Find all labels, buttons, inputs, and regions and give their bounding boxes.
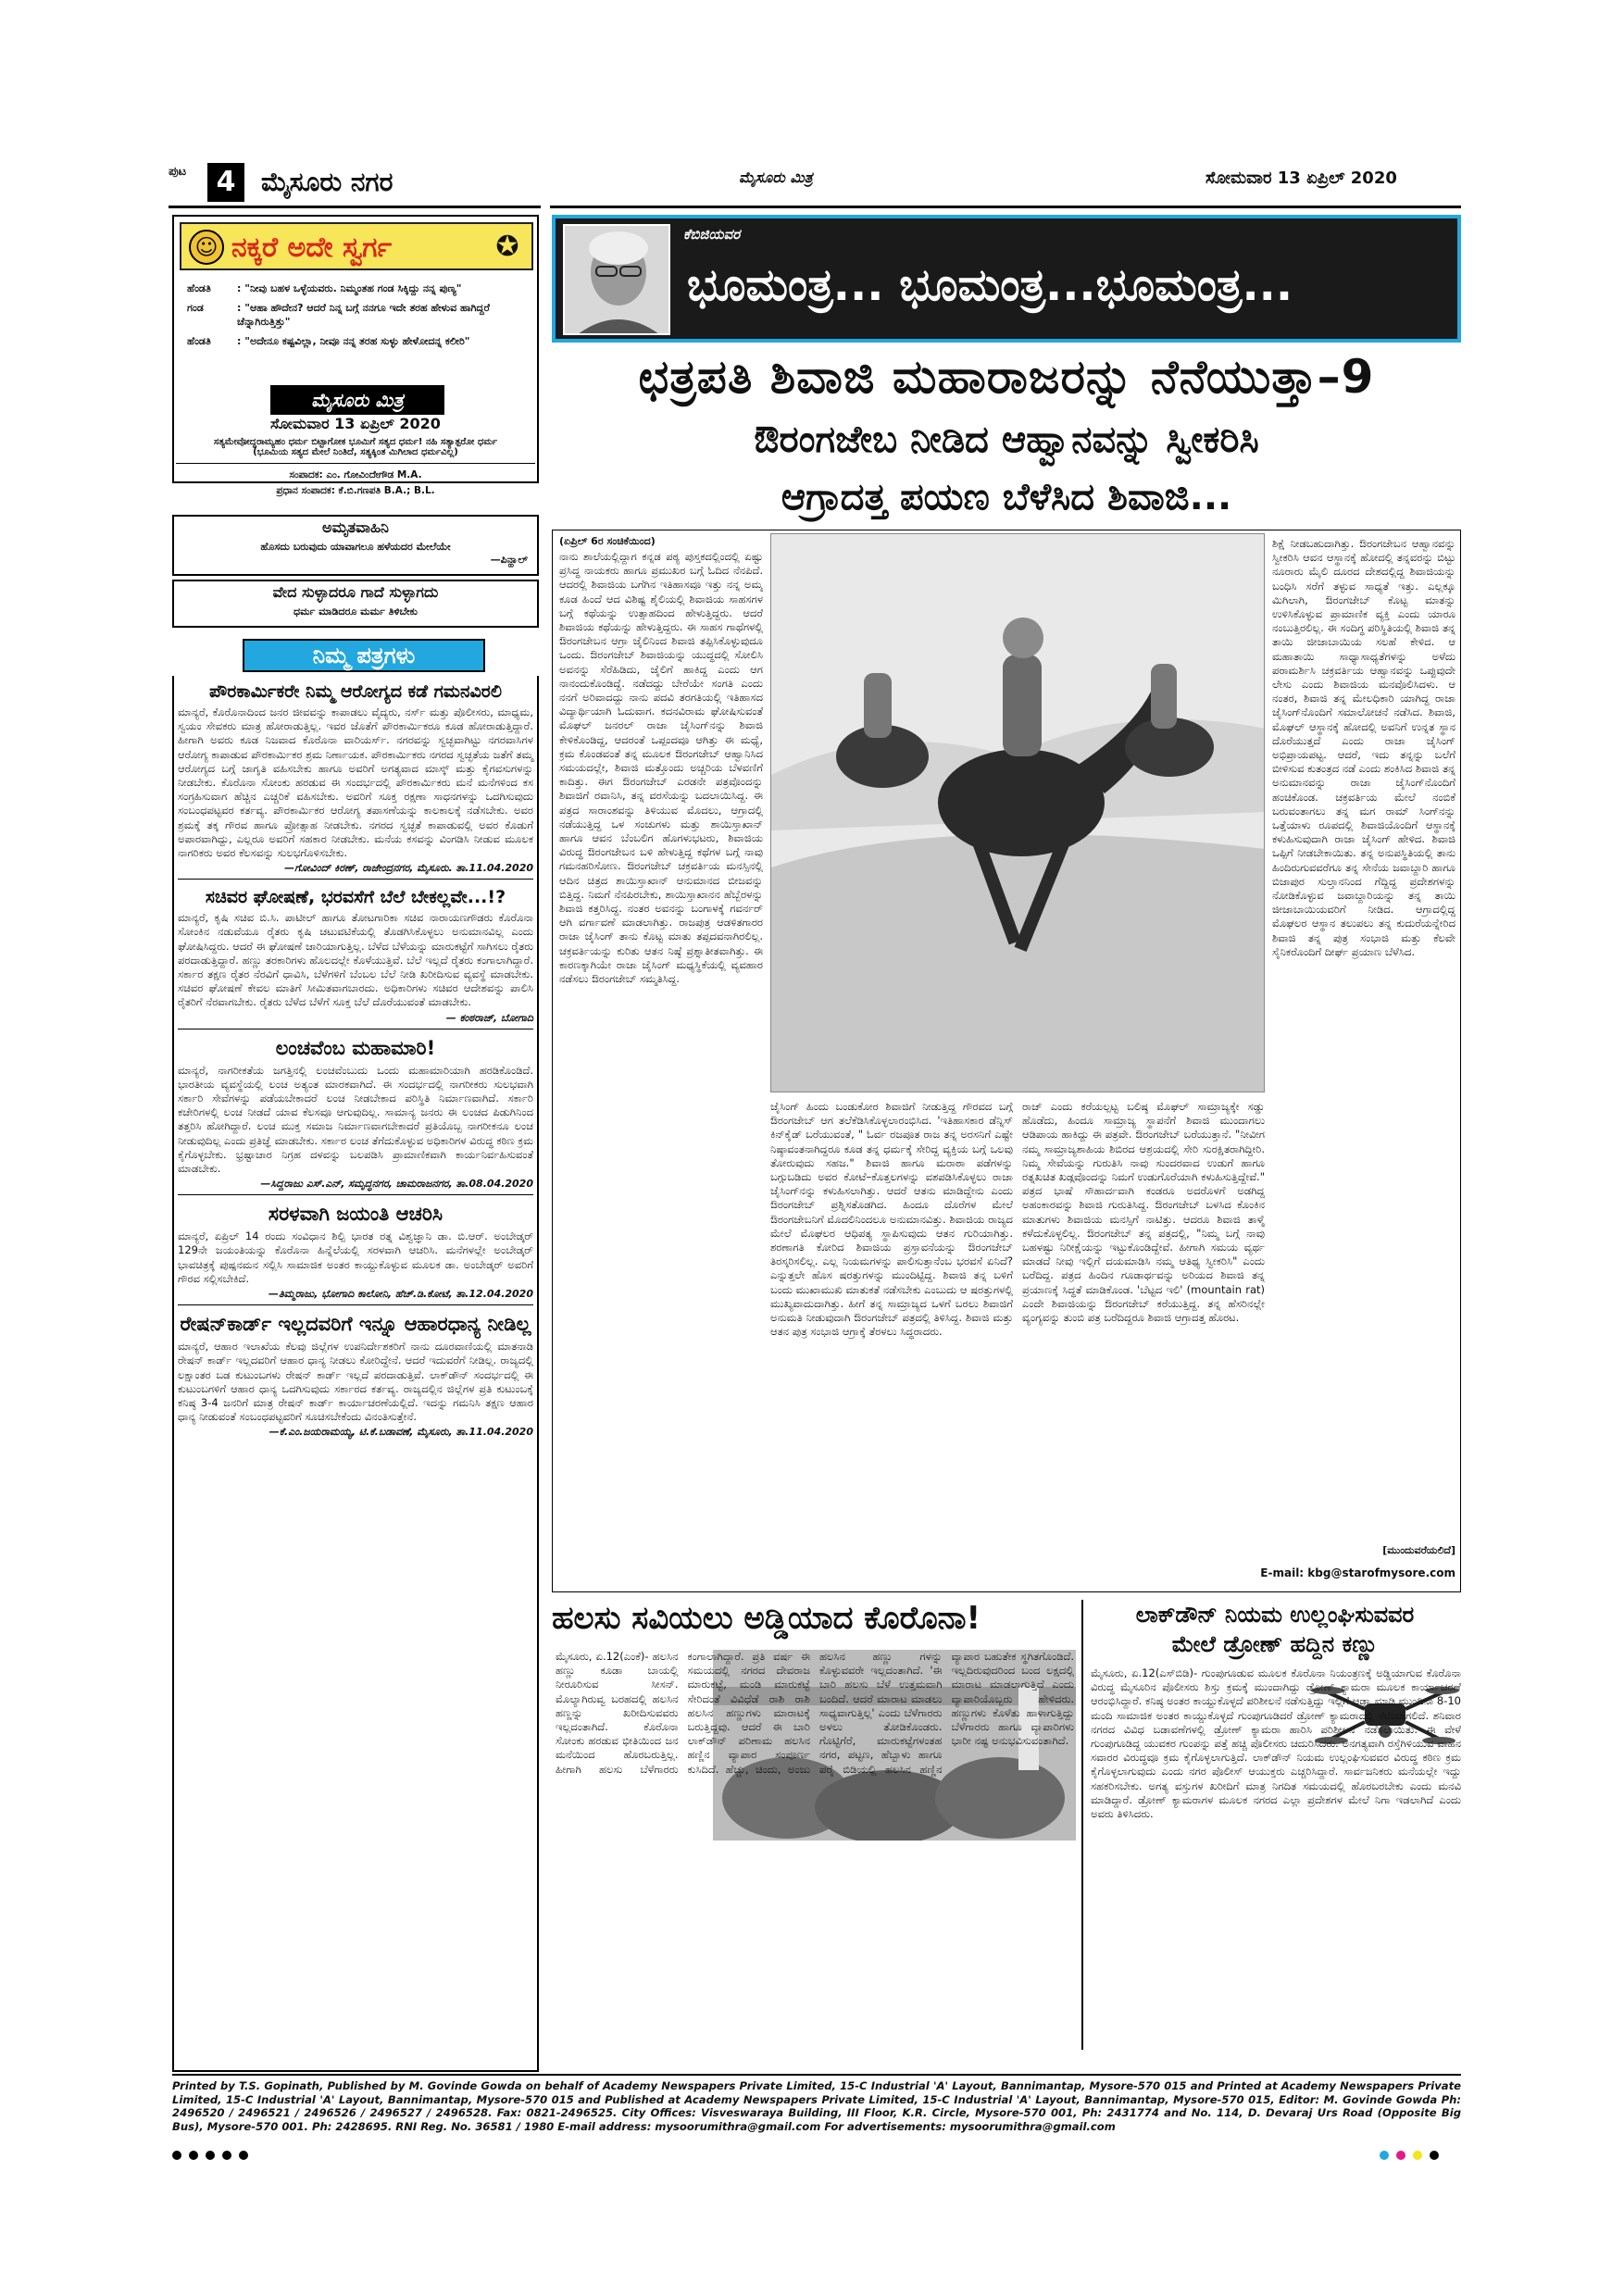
amrutavahini-author: —ಪಿನ್ಹಾಲ್ (490, 554, 528, 566)
proverb-line: ಧರ್ಮ ಮಾಡಿದರೂ ಮರ್ಮ ತಿಳಿಬೇಕು (294, 605, 418, 618)
header-rule-right (550, 206, 1461, 208)
letter-title: ಲಂಚವೆಂಬ ಮಹಾಮಾರಿ! (275, 1036, 436, 1059)
footer-rule (172, 2074, 1461, 2076)
drone-paragraph: ಮೈಸೂರು, ಏ.12(ಎಸ್‌ಬಿಡಿ)- ಗುಂಪುಗೂಡುವ ಮೂಲಕ ಕೊರೊನಾ ನಿಯಂತ್ರಣಕ್ಕೆ ಅಡ್ಡಿಯಾಗುವ ಕೊರೊನಾ ವಿರುದ್ಧ ಮೈಸೂರಿನ ಪೊಲೀಸರು ಶಿಸ್ತು ಕ್ರಮಕ್ಕೆ ಮುಂದಾಗಿದ್ದು ಡ್ರೋಣ್ ಕ್ಯಾಮರಾ ಮೂಲಕ ಕಾರ್ಯಾಚರಣೆ ಆರಂಭಿಸಿದ್ದಾರೆ. ಕನಿಷ್ಠ ಅಂತರ ಕಾಯ್ದುಕೊಳ್ಳದೆ ಪರಿಶೀಲನೆ ನಡೆಸುತ್ತಿದ್ದು ಇಲ್ಲಿಗೆ ಆಡ್ಡಾ ಮಾಡಿ ಮುಂದಿನಾ 8-10 ಮಂದಿ ಸಾಮಾಜಿಕ ಅಂತರ ಕಾಯ್ದುಕೊಳ್ಳದೆ ಗುಂಪುಗೂಡಿದರೆ ಡ್ರೋಣ್ ಕ್ಯಾಮರಾದಲ್ಲಿ ಸೆರೆಯಾಗಲಿದೆ. ಶನಿವಾರ ನಗರದ ವಿವಿಧ ಬಡಾವಣೆಗಳಲ್ಲಿ ಡ್ರೋಣ್ ಕ್ಯಾಮರಾ ಹಾರಿಸಿ ಪರಿಶೀಲನೆ ನಡೆಸಲಾಯಿತು. ಈ ವೇಳೆ ಗುಂಪುಗೂಡಿದ್ದ ಯುವಕರ ಗುಂಪನ್ನು ಪತ್ತೆ ಹಚ್ಚಿ ಪೊಲೀಸರು ಚದುರಿಸಿದರು. ಅನಗತ್ಯವಾಗಿ ರಸ್ತೆಗಿಳಿಯುವ ವಾಹನ ಸವಾರರ ವಿರುದ್ಧವೂ ಕ್ರಮ ಕೈಗೊಳ್ಳಲಾಗುತ್ತಿದೆ. ಲಾಕ್‌ಡೌನ್ ನಿಯಮ ಉಲ್ಲಂಘಿಸುವವರ ವಿರುದ್ಧ ಕಠಿಣ ಕ್ರಮ ಕೈಗೊಳ್ಳಲಾಗುವುದು ಎಂದು ನಗರ ಪೊಲೀಸ್ ಆಯುಕ್ತರು ಎಚ್ಚರಿಸಿದ್ದಾರೆ. ಸಾರ್ವಜನಿಕರು ಮನೆಯಲ್ಲೇ ಇದ್ದು ಸಹಕರಿಸಬೇಕು. ಅಗತ್ಯ ವಸ್ತುಗಳ ಖರೀದಿಗೆ ಮಾತ್ರ ನಿಗದಿತ ಸಮಯದಲ್ಲಿ ಹೊರಬರಬೇಕು ಎಂದು ಮನವಿ ಮಾಡಿದ್ದಾರೆ. ಡ್ರೋಣ್ ಕ್ಯಾಮರಾಗಳ ಮೂಲಕ ನಗರದ ಎಲ್ಲಾ ಪ್ರದೇಶಗಳ ಮೇಲೆ ನಿಗಾ ಇಡಲಾಗಿದೆ ಎಂದು ಅವರು ತಿಳಿಸಿದರು. (1091, 1666, 1461, 1821)
jackfruit-headline: ಹಲಸು ಸವಿಯಲು ಅಡ್ಡಿಯಾದ ಕೊರೊನಾ! (552, 1600, 981, 1637)
letter-title: ಪೌರಕಾರ್ಮಿಕರೇ ನಿಮ್ಮ ಆರೋಗ್ಯದ ಕಡೆ ಗಮನವಿರಲಿ (209, 681, 502, 702)
jackfruit-paragraph: ಮೈಸೂರು, ಏ.12(ಎಂಕೆ)- ಹಲಸಿನ ಹಣ್ಣು ಕೂಡಾ ಬಾಯಲ್ಲಿ ನೀರೂರಿಸುವ ಸೀಸನ್. ಮೊಲ್ಯಾಗಿರುವ್ವ ಬರಹದಲ್ಲಿ ಹಲಸಿನ ಹಣ್ಣನ್ನು ಖರೀದಿಸುವವರು ಇಲ್ಲದಂತಾಗಿದೆ. ಕೊರೊನಾ ಸೋಂಕು ಹರಡುವ ಭೀತಿಯಿಂದ ಜನ ಮನೆಯಿಂದ ಹೊರಬರುತ್ತಿಲ್ಲ. ಹೀಗಾಗಿ ಹಲಸು ಬೆಳೆಗಾರರು ಕಂಗಾಲಾಗಿದ್ದಾರೆ. ಪ್ರತಿ ವರ್ಷ ಈ ಸಮಯದಲ್ಲಿ ನಗರದ ದೇವರಾಜ ಮಾರುಕಟ್ಟೆ, ಮಂಡಿ ಮಾರುಕಟ್ಟೆ ಸೇರಿದಂತೆ ವಿವಿಧೆಡೆ ರಾಶಿ ರಾಶಿ ಹಲಸಿನ ಹಣ್ಣುಗಳು ಮಾರಾಟಕ್ಕೆ ಬರುತ್ತಿದ್ದವು. ಆದರೆ ಈ ಬಾರಿ ಲಾಕ್‌ಡೌನ್ ಪರಿಣಾಮ ಹಲಸಿನ ಹಣ್ಣಿನ ವ್ಯಾಪಾರ ಸಂಪೂರ್ಣ ಕುಸಿದಿದೆ. ಹೆಚ್ಚು, ಚಿಂದು, ಅಂಜು ಹಲಸಿನ ಹಣ್ಣು ಗಳನ್ನು ಕೊಳ್ಳುವವರೇ ಇಲ್ಲದಂತಾಗಿದೆ. 'ಈ ಬಾರಿ ಹಲಸು ಬೆಳೆ ಉತ್ತಮವಾಗಿ ಬಂದಿದೆ. ಆದರೆ ಮಾರಾಟ ಮಾಡಲು ಸಾಧ್ಯವಾಗುತ್ತಿಲ್ಲ' ಎಂದು ಬೆಳೆಗಾರರು ಅಳಲು ತೋಡಿಕೊಂಡರು. ಗೊಟ್ಟಿಗೆರೆ, ಮಾರುಕಟ್ಟೆಗಳಂತಹ ನಗರ, ಪಟ್ಟಣ, ಹೆಬ್ಬಾಳು ಹಾಗೂ ಪರೈ ಬಿಡಿಯಲ್ಲಿ ಹಲಸಿನ ಹಣ್ಣಿನ ವ್ಯಾಪಾರ ಬಹುತೇಕ ಸ್ಥಗಿತಗೊಂಡಿದೆ. ಇಲ್ಲದಿರುವುದರಿಂದ ಬಂದ ಲಕ್ಷದಲ್ಲಿ ಮಾರಾಟ ಮಾಡಲಾಗುತ್ತಿದೆ ಎಂದು ವ್ಯಾಪಾರಿಯೊಬ್ಬರು ಹೇಳಿದರು. ಹಣ್ಣುಗಳು ಕೊಳೆತು ಹಾಳಾಗುತ್ತಿದ್ದು ಬೆಳೆಗಾರರು ಹಾಗೂ ವ್ಯಾಪಾರಿಗಳು ಭಾರೀ ನಷ್ಟ ಅನುಭವಿಸುವಂತಾಗಿದೆ. (556, 1650, 1074, 1776)
black-dot (239, 2151, 248, 2160)
letter-item (178, 1309, 533, 1439)
humour-line (187, 301, 530, 329)
letter-title: ಸಚಿವರ ಘೋಷಣೆ, ಭರವಸೆಗೆ ಬೆಲೆ ಬೇಕಲ್ಲವೇ...!? (205, 887, 506, 908)
editor-line: ಸಂಪಾದಕ: ಎಂ. ಗೋವಿಂದೇಗೌಡ M.A. (289, 469, 422, 480)
letters-list (172, 676, 539, 2072)
letters-banner-title: ನಿಮ್ಮ ಪತ್ರಗಳು (312, 643, 416, 668)
humour-banner (180, 222, 533, 270)
columnist-label: ಕೆಬಿಜಿಯವರ (683, 226, 741, 243)
humour-line (187, 281, 530, 295)
column-paragraph: ಶಿಕ್ಷೆ ನೀಡಬಹುದಾಗಿತ್ತು. ಔರಂಗಜೇಬನ ಆಹ್ವಾನವನ್ನು ಸ್ವೀಕರಿಸಿ ಆವನ ಆಸ್ಥಾನಕ್ಕೆ ಹೋದಲ್ಲಿ ತನ್ನವರನ್ನು ಬಿಟ್ಟು ನೂರಾರು ಮೈಲಿ ದೂರದ ದೇಶದಲ್ಲಿದ್ದ ಶಿವಾಜಿಯನ್ನು ಬಂಧಿಸಿ ಸರೆಗೆ ತಳ್ಳುವ ಸಾಧ್ಯತೆ ಇತ್ತು. ಎಲ್ಲಕ್ಕೂ ಮಿಗಿಲಾಗಿ, ಔರಂಗಜೇಬ್ ಕೊಟ್ಟ ಮಾತನ್ನು ಉಳಿಸಿಕೊಳ್ಳುವ ಪ್ರಾಮಾಣಿಕ ವ್ಯಕ್ತಿ ಎಂದು ಯಾರೂ ನಂಬುತ್ತಿರಲಿಲ್ಲ. ಈ ಸಂದಿಗ್ಧ ಪರಿಸ್ಥಿತಿಯಲ್ಲಿ ಶಿವಾಜಿ ತನ್ನ ತಾಯಿ ಜೀಜಾಬಾಯಿಯ ಸಲಹೆ ಕೇಳಿದ. ಆ ಮಹಾತಾಯಿ ಸಾಧ್ಯಾಸಾಧ್ಯತೆಗಳನ್ನು ಅಳೆದು ಪರಾಮರ್ಶಿಸಿ ಚಕ್ರವರ್ತಿಯ ಆಹ್ವಾನವನ್ನು ಒಪ್ಪುವುದೇ ಲೇಸು ಎಂದು ಶಿವಾಜಿಯ ಮನವೊಲಿಸಿದಳು. ಆ ನಂತರ, ಶಿವಾಜಿ ತನ್ನ ಮೇಲಧಿಕಾರಿ ಯಾಗಿದ್ದ ರಾಜಾ ಜೈಸಿಂಗ್‌ನೊಂದಿಗೆ ಸಮಾಲೋಚನೆ ನಡೆಸಿದ. ಶಿವಾಜಿ, ಮೊಘಲ್ ಆಸ್ಥಾನಕ್ಕೆ ಹೋದಲ್ಲಿ ಅವನಿಗೆ ಉನ್ನತ ಸ್ಥಾನ ದೊರೆಯುತ್ತದೆ ಎಂದು ರಾಜಾ ಜೈಸಿಂಗ್ ಅಭಿಪ್ರಾಯಪಟ್ಟ. ಆದರೆ, ಇದು ತನ್ನನ್ನು ಬಲೆಗೆ ಬೀಳಿಸುವ ಕುತಂತ್ರದ ನಡೆ ಎಂದು ಶಂಕಿಸಿದ ಶಿವಾಜಿ ತನ್ನ ಅನುಮಾನವನ್ನು ರಾಜಾ ಜೈಸಿಂಗ್‌ನೊಂದಿಗೆ ಹಂಚಿಕೊಂಡ. ಚಕ್ರವರ್ತಿಯ ಮೇಲೆ ನಂಬಿಕೆ ಬರುವಂತಾಗಲು ತನ್ನ ಮಗ ರಾಮ್ ಸಿಂಗ್‌ನನ್ನು ಒತ್ತೆಯಾಳು ರೂಪದಲ್ಲಿ ಶಿವಾಜಿಯೊಂದಿಗೆ ಆಸ್ಥಾನಕ್ಕೆ ಕಳುಹಿಸುವುದಾಗಿ ರಾಜಾ ಜೈಸಿಂಗ್ ಹೇಳಿದ. ಶಿವಾಜಿ ಒಪ್ಪಿಗೆ ನೀಡಬೇಕಾಯಿತು. ತನ್ನ ಅನುಪಸ್ಥಿತಿಯಲ್ಲಿ ತಾನು ಹಿಂದಿರುಗುವವರೆಗೂ ತನ್ನ ಸೇನೆಯ ಜವಾಬ್ದಾರಿ ಹಾಗೂ ಬಿಜಾಪುರ ಸುಲ್ತಾನನಿಂದ ಗೆದ್ದಿದ್ದ ಪ್ರದೇಶಗಳನ್ನು ನೋಡಿಕೊಳ್ಳುವ ಜವಾಬ್ದಾರಿಯನ್ನು ತನ್ನ ತಾಯಿ ಜೀಜಾಬಾಯಿಯವರಿಗೆ ನೀಡಿದ. ಆಗ್ರಾದಲ್ಲಿದ್ದ ಮೊಘಲರ ಆಸ್ಥಾನ ತಲುಪಲು ತನ್ನ ಕುದುರೆಯನ್ನೇರಿದ ಶಿವಾಜಿ ತನ್ನ ಪುತ್ರ ಸಂಭಾಜಿ ಮತ್ತು ಕೆಲವೇ ಸೈನಿಕರೊಂದಿಗೆ ದೀರ್ಘ ಪ್ರಯಾಣ ಬೆಳೆಸಿದ. (1272, 537, 1455, 958)
humour-text: : "ಅದೇನೂ ಕಷ್ಟವಿಲ್ಲಾ, ನೀವೂ ನನ್ನ ತರಹ ಸುಳ್ಳು ಹೇಳೋದನ್ನ ಕಲೀರಿ" (237, 335, 470, 347)
black-dot (1430, 2151, 1439, 2160)
divider (178, 879, 533, 880)
letter-item (178, 1033, 533, 1192)
to-be-continued: [ಮುಂದುವರೆಯಲಿದೆ] (1382, 1544, 1455, 1556)
header-rule-left (169, 206, 541, 208)
header-date: ಸೋಮವಾರ 13 ಏಪ್ರಿಲ್ 2020 (1206, 168, 1397, 188)
column-paragraph: ನಾನು ಶಾಲೆಯಲ್ಲಿದ್ದಾಗ ಕನ್ನಡ ಪಠ್ಯ ಪುಸ್ತಕದಲ್ಲಿಂದಲ್ಲಿ ಏಷ್ಟು ಪ್ರಸಿದ್ಧ ನಾಯಕರು ಹಾಗೂ ಪ್ರಮುಖರ ಬಗ್ಗೆ ಓದಿದ ನೆನಪಿದೆ. ಆದರಲ್ಲಿ ಶಿವಾಜಿಯ ಬಗೆಗಿನ ಇತಿಹಾಸವೂ ಇತ್ತು ನನ್ನ ಅಮ್ಮ ಕೂಡ ಹಿಂದೆ ಆದ ವಿಶಿಷ್ಟ ಶೈಲಿಯಲ್ಲಿ ಶಿವಾಜಿಯ ಸಾಹಸಗಳ ಬಗ್ಗೆ ಕಥೆಯನ್ನು ಉತ್ಸಾಹದಿಂದ ಹೇಳುತ್ತಿದ್ದರು. ಆದರೆ ಶಿವಾಜಿಯ ಕಥೆಯನ್ನು ಹೇಳುತ್ತಿದ್ದರು. ಈ ಸಾಹಸ ಗಾಥೆಗಳಲ್ಲಿ ಔರಂಗಜೇಬನ ಆಗ್ರಾ ಜೈಲಿನಿಂದ ಶಿವಾಜಿ ತಪ್ಪಿಸಿಕೊಳ್ಳುವುದೂ ಒಂದು. ಔರಂಗಜೇಬ್ ಶಿವಾಜಿಯನ್ನು ಯುದ್ಧದಲ್ಲಿ ಸೋಲಿಸಿ ಅವನನ್ನು ಸೆರೆಹಿಡಿದು, ಜೈಲಿಗೆ ಹಾಕಿದ್ದ ಎಂದು ಆಗ ನಾನಂದುಕೊಂಡಿದ್ದೆ. ನಡೆದದ್ದು ಬೇರೆಯೇ ಸಂಗತಿ ಎಂದು ನನಗೆ ಅರಿವಾದದ್ದು ನಾನು ಪದವಿ ತರಗತಿಯಲ್ಲಿ ಇತಿಹಾಸದ ವಿದ್ಯಾರ್ಥಿಯಾಗಿ ಓದುವಾಗ. ಕದನವಿರಾಮ ಘೋಷಿಸುವಂತೆ ಮೊಘಲ್ ಜನರಲ್ ರಾಜಾ ಜೈಸಿಂಗ್‌ನನ್ನು ಶಿವಾಜಿ ಕೇಳಿಕೊಂಡಿದ್ದ, ಆದರಂತೆ ಒಪ್ಪಂದವೂ ಆಗಿತ್ತು ಈ ಮಧ್ಯೆ, ಕ್ರಮ ಕೊಂಡವಂತೆ ತನ್ನ ಮೂಲಕ ಔರಂಗಜೇಬ್ ಆಹ್ವಾನಿಸಿದ ಸಮಯದಲ್ಲೇ, ಶಿವಾಜಿ ಮತ್ತೊಂದು ಅಚ್ಚರಿಯ ಬೆಳವಣಿಗೆ ಕಾದಿತ್ತು. ಈಗ ಔರಂಗಜೇಬ್ ಎರಡನೇ ಪತ್ರವೊಂದನ್ನು ಶಿವಾಜಿಗೆ ರವಾನಿಸಿ, ತನ್ನ ವರಸೆಯನ್ನು ಬದಲಾಯಿಸಿದ್ದ. ಈ ಪತ್ರದ ಸಾರಾಂಶವನ್ನು ತಿಳಿಯುವ ಮೊದಲು, ಆಗ್ರಾದಲ್ಲಿ ನಡೆಯುತ್ತಿದ್ದ ಒಳ ಸಂಚುಗಳು ಮತ್ತು ಶಾಯಿಸ್ತಾಖಾನ್ ಹಾಗೂ ಆವನ ಬೆಂಬಲಿಗ ಹೊಗಳುಭಟರು, ಶಿವಾಜಿಯ ವಿರುದ್ಧ ಔರಂಗಜೇಬನ ಬಳಿ ಹೇಳುತ್ತಿದ್ದ ಕಥೆಗಳ ಬಗ್ಗೆ ನಾವು ಗಮನಹರಿಸೋಣ. ಔರಂಗಜೇಬ್ ಚಕ್ರವರ್ತಿಯ ಮನಸ್ಸಿನಲ್ಲಿ ಆದಿನ ಚಿತ್ರದ ಶಾಯಿಸ್ತಾಖಾನ್ ಆನುಮಾನದ ಬೀಜವನ್ನು ಬಿತ್ತಿದ್ದ. ನಿಮಗೆ ನೆನಪಿರಬೇಕು, ಶಾಯಿಸ್ತಾಖಾನನ ಹೆಬ್ಬೆರಳನ್ನು ಶಿವಾಜಿ ಕತ್ತರಿಸಿದ್ದ. ನಂತರ ಅವನನ್ನು ಬಂಗಾಳಕ್ಕೆ ಗವರ್ನರ್ ಆಗಿ ವರ್ಗಾವಣೆ ಮಾಡಲಾಗಿತ್ತು. ರಾಜಪುತ್ರ ಆಡಳಿತಗಾರರ ರಾಜಾ ಜೈಸಿಂಗ್ ತಾನು ಕೊಟ್ಟ ಮಾತು ತಪ್ಪದವನಾಗಿರಲಿಲ್ಲ. ಚಕ್ರವರ್ತಿಯನ್ನು ಕುರಿತು ಆತನ ನಿಷ್ಠೆ ಪ್ರಶ್ನಾತೀತವಾಗಿತ್ತು. ಈ ಕಾರಣಕ್ಕಾಗಿಯೇ ರಾಜಾ ಜೈಸಿಂಗ್ ಮಧ್ಯಸ್ಥಿಕೆಯಲ್ಲಿ ವ್ಯವಹಾರ ನಡೆಸಲು ಔರಂಗಜೇಬ್ ಸಮ್ಮತಿಸಿದ್ದ. (559, 550, 763, 986)
letter-signature: —ಗೋವಿಂದ್ ಕಿರಣ್, ರಾಜೇಂದ್ರನಗರ, ಮೈಸೂರು. ತಾ.11.04.2020 (284, 862, 533, 875)
letters-banner (243, 639, 485, 672)
black-dot (172, 2151, 181, 2160)
letter-signature: —ಸಿದ್ದರಾಜು ಎಸ್.ಎನ್, ಸಮೃದ್ಧನಗರ, ಚಾಮರಾಜನಗರ, ತಾ.08.04.2020 (260, 1178, 533, 1191)
letter-body (178, 1064, 533, 1177)
yellow-dot (1413, 2151, 1422, 2160)
humour-speaker: ಹೆಂಡತಿ (187, 282, 211, 294)
black-dot (222, 2151, 231, 2160)
amrutavahini-box (172, 515, 539, 576)
column-paragraph: ಜೈಸಿಂಗ್ ಹಿಂದು ಬಂಡುಕೋರ ಶಿವಾಜಿಗೆ ನೀಡುತ್ತಿದ್ದ ಗೌರವದ ಬಗ್ಗೆ ಔರಂಗಜೇಬ್ ಆಗ ತಲೆಕೆಡಿಸಿಕೊಳ್ಳಲಾರಂಭಿಸಿದ. 'ಇತಿಹಾಸಕಾರ ಡೆನ್ನಿಸ್ ಕಿನ್‌ಕೈಡ್ ಬರೆಯುವಂತೆ, " ಓರ್ವ ರಜಪೂತ ರಾಜ ತನ್ನ ಅರಸನಿಗೆ ಎಷ್ಟೇ ನಿಷ್ಠಾವಂತನಾಗಿದ್ದರೂ ಕೂಡ ತನ್ನ ಧರ್ಮಕ್ಕೆ ಸೇರಿದ್ದ ವ್ಯಕ್ತಿಯ ಬಗ್ಗೆ ಒಲವು ತೋರುವುದು ಸಹಜ." ಶಿವಾಜಿ ಹಾಗೂ ಮರಾಠಾ ಪಡೆಗಳನ್ನು ಬಗ್ಗುಬಡಿದು ಅವರ ಕೋಟೆ–ಕೊತ್ತಲಗಳನ್ನು ವಶಪಡಿಸಿಕೊಳ್ಳಲು ರಾಜಾ ಜೈಸಿಂಗ್‌ನನ್ನು ಕಳುಹಿಸಲಾಗಿತ್ತು. ಆದರೆ ಆತನು ಮಾಡಿದ್ದೇನು ಎಂದು ಔರಂಗಜೇಬ್ ಪ್ರಶ್ನಿಸತೊಡಗಿದ. ಹಿಂದೂ ದೊರೆಗಳ ಮೇಲೆ ಔರಂಗಜೇಬನಿಗೆ ಮೊದಲಿನಿಂದಲೂ ಅನುಮಾನವಿತ್ತು. ಶಿವಾಜಿಯ ರಾಜ್ಯದ ಮೇಲೆ ಮೊಘಲರ ಆಧಿಪತ್ಯ ಸ್ಥಾಪಿಸುವುದು ಆತನ ಗುರಿಯಾಗಿತ್ತು. ಶರಣಾಗತಿ ಕೋರಿದ ಶಿವಾಜಿಯ ಪ್ರಸ್ತಾವನೆಯನ್ನು ಔರಂಗಜೇಬ್ ತಿರಸ್ಕರಿಸಲಿಲ್ಲ. ಎಲ್ಲ ನಿಯಮಗಳನ್ನು ಪಾಲಿಸುತ್ತಾನೆಂಬ ಭರವಸೆ ಏನಿದೆ? ಎನ್ನುತ್ತಲೇ ಹೊಸ ಷರತ್ತುಗಳನ್ನು ಮುಂದಿಟ್ಟಿದ್ದ. ಶಿವಾಜಿ ತನ್ನ ಬಳಿಗೆ ಬಂದು ಮುಖಾಮುಖಿ ಮಾತುಕತೆ ನಡೆಸಬೇಕು ಎಂಬುದು ಆ ಷರತ್ತುಗಳಲ್ಲಿ ಮುಖ್ಯವಾದುದಾಗಿತ್ತು. ಹೀಗೆ ತನ್ನ ಸಾಮ್ರಾಜ್ಯದ ಒಳಗೆ ಬರಲು ಶಿವಾಜಿಗೆ ಅನುಮತಿ ನೀಡುವುದಾಗಿ ಔರಂಗಜೇಬ್ ಪತ್ರದಲ್ಲಿ ತಿಳಿಸಿದ್ದ. ಶಿವಾಜಿ ಮತ್ತು ಆತನ ಪುತ್ರ ಸಂಭಾಜಿ ಆಗ್ರಾಕ್ಕೆ ತೆರಳಲು ಸಿದ್ಧರಾದರು. (770, 1100, 1013, 1339)
column-paragraph: ರಾಜ್ ಎಂದು ಕರೆಯಲ್ಪಟ್ಟ ಬಲಿಷ್ಠ ಮೊಘಲ್ ಸಾಮ್ರಾಜ್ಯಕ್ಕೇ ಸಡ್ಡು ಹೊಡೆದು, ಹಿಂದೂ ಸಾಮ್ರಾಜ್ಯ ಸ್ಥಾಪನೆಗೆ ಶಿವಾಜಿ ಮುಂದಾಗಲು ಆಡಿಪಾಯ ಹಾಕಿದ್ದು ಈ ಪತ್ರವೇ. ಔರಂಗಜೇಬ್ ಬರೆಯುತ್ತಾನೆ. "ನೀವೀಗ ನಮ್ಮ ಸಾಮ್ರಾಜ್ಯಶಾಹಿಯ ಶಿಬಿರದ ಆಶ್ರಯದಲ್ಲಿ ಸೇರಿ ಸುರಕ್ಷಿತರಾಗಿದ್ದೀರಿ. ನಿಮ್ಮ ಸೇವೆಯನ್ನು ಗುರುತಿಸಿ ನಾವು ಸುಂದರವಾದ ಉಡುಗೆ ಹಾಗೂ ರತ್ನಖಚಿತ ಖಡ್ಗವೊಂದನ್ನು ನಿಮಗೆ ಉಡುಗೊರೆಯಾಗಿ ಕಳುಹಿಸುತ್ತಿದ್ದೇವೆ." ಪತ್ರದ ಭಾಷೆ ಸೌಹಾರ್ದವಾಗಿ ಕಂಡರೂ ಅದರೊಳಗೆ ಅಡಗಿದ್ದ ಅಹಂಕಾರವನ್ನು ಶಿವಾಜಿ ಗುರುತಿಸಿದ್ದ. ಔರಂಗಜೇಬ್ ಬಳಸಿದ ಕೊಂಕಿನ ಮಾತುಗಳು ಶಿವಾಜಿಯ ಮನಸ್ಸಿಗೆ ನಾಟಿತ್ತು. ಆದರೂ ಶಿವಾಜಿ ತಾಳ್ಮೆ ಕಳೆದುಕೊಳ್ಳಲಿಲ್ಲ. ಔರಂಗಜೇಬ್ ತನ್ನ ಪತ್ರದಲ್ಲಿ, "ನಿಮ್ಮ ಬಗ್ಗೆ ನಾವು ಬಹಳಷ್ಟು ನಿರೀಕ್ಷೆಯನ್ನು ಇಟ್ಟುಕೊಂಡಿದ್ದೇವೆ. ಹೀಗಾಗಿ ಸಮಯ ವ್ಯರ್ಥ ಮಾಡದೆ ನೀವು ಇಲ್ಲಿಗೆ ದಯಮಾಡಿಸಿ ನಮ್ಮ ಆತಿಥ್ಯ ಸ್ವೀಕರಿಸಿ" ಎಂದು ಬರೆದಿದ್ದ. ಪತ್ರದ ಹಿಂದಿನ ಗೂಡಾರ್ಥವನ್ನು ಅರಿಯದ ಶಿವಾಜಿ ತನ್ನ ಪ್ರಯಾಣಕ್ಕೆ ಸಿದ್ಧತೆ ಮಾಡಿಕೊಂಡ. 'ಬೆಟ್ಟದ ಇಲಿ' (mountain rat) ಎಂದೇ ಶಿವಾಜಿಯನ್ನು ಔರಂಗಜೇಬ್ ಕರೆಯುತ್ತಿದ್ದ. ತನ್ನ ಹೆಸರಿನಲ್ಲೇ ವ್ಯಂಗ್ಯವನ್ನು ತುಂಬಿ ಪತ್ರ ಬರೆದಿದ್ದರೂ ಶಿವಾಜಿ ಆಗ್ರಾದತ್ತ ಹೊರಟ. (1022, 1100, 1265, 1325)
registration-dots-right (1380, 2146, 1446, 2164)
proverb-title: ವೇದ ಸುಳ್ಳಾದರೂ ಗಾದೆ ಸುಳ್ಳಾಗದು (272, 583, 439, 601)
letter-item (178, 678, 533, 875)
black-dot (189, 2151, 198, 2160)
jackfruit-text (556, 1650, 1074, 2048)
masthead-logo: ಮೈಸೂರು ಮಿತ್ರ (270, 385, 444, 415)
column-text-1 (559, 550, 763, 1585)
columnist-photo (563, 224, 670, 335)
masthead-motto-translation: (ಭೂಮಿಯ ಸತ್ಯದ ಮೇಲೆ ನಿಂತಿದೆ, ಸತ್ಯಕ್ಕಿಂತ ಮಿಗಿಲಾದ ಧರ್ಮವಿಲ್ಲ) (253, 447, 458, 457)
section-name: ಮೈಸೂರು ನಗರ (261, 167, 394, 197)
column-text-3 (1022, 1100, 1265, 1585)
drone-text (1091, 1666, 1461, 2048)
masthead-motto: ಸತ್ಯಮೇವೋದ್ಧರಾಮ್ಯಹಂ ಧರ್ಮ ಬಿಟ್ಟಾಗೋಕ ಭೂಮಿಗೆ ಸತ್ಯದ ಧರ್ಮ! ನಹಿ ಸತ್ಯಾತ್ಪರೋ ಧರ್ಮ (213, 437, 498, 447)
humour-text: : "ಆಹಾ ಹೌದೇನ? ಆದರೆ ನಿನ್ನ ಬಗ್ಗೆ ನನಗೂ ಇದೇ ತರಹ ಹೇಳುವ ಹಾಗಿದ್ದರೆ ಚೆನ್ನಾಗಿರುತ್ತಿತ್ತು" (237, 302, 490, 328)
letter-signature: — ಕಂಠರಾಜ್, ಬೋಗಾದಿ (445, 1011, 533, 1024)
letter-signature: —ತಿಮ್ಮರಾಜು, ಭೋಗಾದಿ ಕಾಲೋನಿ, ಹೆಚ್.ಡಿ.ಕೋಟೆ, ತಾ.12.04.2020 (268, 1288, 533, 1301)
letter-text: ಮಾನ್ಯರೆ, ಆಹಾರ ಇಲಾಖೆಯ ಕೆಲವು ಜಿಲ್ಲೆಗಳ ಉಪನಿರ್ದೇಶಕರಿಗೆ ನಾನು ದೂರವಾಣಿಯಲ್ಲಿ ಮಾತನಾಡಿ ರೇಷನ್ ಕಾರ್ಡ್ ಇಲ್ಲದವರಿಗೆ ಆಹಾರ ಧಾನ್ಯ ನೀಡಲು ಕೋರಿದ್ದೇನೆ. ಆದರೆ ಇದುವರೆಗೆ ನೀಡಿಲ್ಲ. ರಾಜ್ಯದಲ್ಲಿ ಲಕ್ಷಾಂತರ ಬಡ ಕುಟುಂಬಗಳು ರೇಷನ್ ಕಾರ್ಡ್ ಇಲ್ಲದೆ ಪರದಾಡುತ್ತಿವೆ. ಲಾಕ್‌ಡೌನ್ ಸಂದರ್ಭದಲ್ಲಿ ಈ ಕುಟುಂಬಗಳಿಗೆ ಆಹಾರ ಧಾನ್ಯ ಒದಗಿಸುವುದು ಸರ್ಕಾರದ ಕರ್ತವ್ಯ. ರಾಜ್ಯದಲ್ಲಿನ ಜಿಲ್ಲೆಗಳ ಪ್ರತಿ ಕುಟುಂಬಕ್ಕೆ ಕನಿಷ್ಠ 3-4 ಜನರಿಗೆ ಮಾತ್ರ ರೇಷನ್ ಕಾರ್ಡ್ ಕಾರ್ಯಾಚರಣೆಯಲ್ಲಿದೆ. ಇದನ್ನು ಗಮನಿಸಿ ತಕ್ಷಣ ಆಹಾರ ಧಾನ್ಯ ನೀಡುವಂತೆ ಸಂಬಂಧಪಟ್ಟವರಿಗೆ ಸೂಚಿಸಬೇಕೆಂದು ವಿನಂತಿಸುತ್ತೇನೆ. (178, 1340, 533, 1424)
amrutavahini-title: ಅಮೃತವಾಹಿನಿ (322, 518, 389, 536)
letter-body (178, 1229, 533, 1286)
registration-dots-left (172, 2146, 256, 2164)
page-header (169, 163, 1461, 204)
proverb-box (172, 580, 539, 628)
letter-body (178, 911, 533, 1009)
horsemen-sketch-icon (771, 534, 1265, 1092)
amrutavahini-quote: ಹೊಸದು ಬರುವುದು ಯಾವಾಗಲೂ ಹಳೆಯದರ ಮೇಲೆಯೇ (260, 541, 451, 553)
column-text-4 (1272, 537, 1455, 1542)
cyan-dot (1380, 2151, 1389, 2160)
humour-line (187, 334, 530, 348)
masthead-small: ಮೈಸೂರು ಮಿತ್ರ (739, 168, 813, 186)
column-name: ಭೂಮಂತ್ರ... ಭೂಮಂತ್ರ...ಭೂಮಂತ್ರ... (687, 259, 1293, 311)
laughing-face-icon: ☺ (189, 230, 224, 265)
page-label: ಪುಟ (169, 165, 187, 179)
chief-editor-line: ಪ್ರಧಾನ ಸಂಪಾದಕ: ಕೆ.ಬಿ.ಗಣಪತಿ B.A.; B.L. (276, 485, 435, 496)
cartoon-figure-icon: ✪ (495, 231, 519, 263)
humour-title: ನಕ್ಕರೆ ಅದೇ ಸ್ವರ್ಗ (231, 231, 393, 264)
columnist-email: E-mail: kbg@starofmysore.com (1260, 1566, 1455, 1579)
letter-text: ಮಾನ್ಯರೆ, ಏಪ್ರಿಲ್ 14 ರಂದು ಸಂವಿಧಾನ ಶಿಲ್ಪಿ ಭಾರತ ರತ್ನ ವಿಶ್ವಜ್ಞಾನಿ ಡಾ. ಬಿ.ಆರ್. ಅಂಬೇಡ್ಕರ್ 129ನೇ ಜಯಂತಿಯನ್ನು ಕೊರೊನಾ ಹಿನ್ನೆಲೆಯಲ್ಲಿ ಸರಳವಾಗಿ ಆಚರಿಸಿ. ಮನೆಗಳಲ್ಲೇ ಅಂಬೇಡ್ಕರ್ ಭಾವಚಿತ್ರಕ್ಕೆ ಪುಷ್ಪನಮನ ಸಲ್ಲಿಸಿ ಸಾಮಾಜಿಕ ಅಂತರ ಕಾಯ್ದುಕೊಳ್ಳುವ ಮೂಲಕ ಡಾ. ಅಂಬೇಡ್ಕರ್ ಅವರಿಗೆ ಗೌರವ ಸಲ್ಲಿಸಬೇಕಿದೆ. (178, 1229, 533, 1285)
divider (178, 1194, 533, 1195)
magenta-dot (1396, 2151, 1405, 2160)
letter-title: ಸರಳವಾಗಿ ಜಯಂತಿ ಆಚರಿಸಿ (268, 1203, 443, 1226)
page-number: 4 (207, 163, 244, 202)
headline-3: ಆಗ್ರಾದತ್ತ ಪಯಣ ಬೆಳೆಸಿದ ಶಿವಾಜಿ... (781, 476, 1232, 518)
masthead-date: ಸೋಮವಾರ 13 ಏಪ್ರಿಲ್ 2020 (270, 415, 441, 432)
divider (178, 1304, 533, 1305)
humour-speaker: ಹೆಂಡತಿ (187, 335, 211, 347)
letter-item (178, 1199, 533, 1301)
letter-text: ಮಾನ್ಯರೆ, ನಾಗರೀಕತೆಯ ಜಗತ್ತಿನಲ್ಲಿ ಲಂಚವೆಂಬುದು ಒಂದು ಮಹಾಮಾರಿಯಾಗಿ ಹರಡಿಕೊಂಡಿದೆ. ಭಾರತೀಯ ವ್ಯವಸ್ಥೆಯಲ್ಲಿ ಲಂಚ ಅತ್ಯಂತ ಮಾರಕವಾಗಿದೆ. ಈ ಸಂದರ್ಭದಲ್ಲಿ ನಾಗರೀಕರು ಸುಲಭವಾಗಿ ಸರ್ಕಾರಿ ಸೇವೆಗಳನ್ನು ಪಡೆಯಬೇಕಾದರೆ ಲಂಚ ನೀಡಬೇಕಾದ ಪರಿಸ್ಥಿತಿ ನಿರ್ಮಾಣವಾಗಿದೆ. ಸರ್ಕಾರಿ ಕಚೇರಿಗಳಲ್ಲಿ ಲಂಚ ನೀಡದೆ ಯಾವ ಕೆಲಸವೂ ಆಗುವುದಿಲ್ಲ. ಸಾಮಾನ್ಯ ಜನರು ಈ ಲಂಚದ ಪಿಡುಗಿನಿಂದ ತತ್ತರಿಸಿ ಹೋಗಿದ್ದಾರೆ. ಲಂಚ ಮುಕ್ತ ಸಮಾಜ ನಿರ್ಮಾಣವಾಗಬೇಕಾದರೆ ಪ್ರತಿಯೊಬ್ಬ ನಾಗರೀಕನೂ ಲಂಚ ನೀಡುವುದಿಲ್ಲ ಎಂದು ಪ್ರತಿಜ್ಞೆ ಮಾಡಬೇಕು. ಸರ್ಕಾರ ಲಂಚ ತೆಗೆದುಕೊಳ್ಳುವ ಅಧಿಕಾರಿಗಳ ವಿರುದ್ಧ ಕಠಿಣ ಕ್ರಮ ಕೈಗೊಳ್ಳಬೇಕು. ಭ್ರಷ್ಟಾಚಾರ ನಿಗ್ರಹ ದಳವನ್ನು ಬಲಪಡಿಸಿ ಪ್ರಾಮಾಣಿಕವಾಗಿ ಕಾರ್ಯನಿರ್ವಹಿಸುವಂತೆ ಮಾಡಬೇಕು. (178, 1063, 533, 1176)
columnist-portrait-icon (565, 226, 670, 335)
humour-lines (187, 281, 530, 348)
divider (176, 463, 535, 464)
continued-note: (ಏಪ್ರಿಲ್ 6ರ ಸಂಚಿಕೆಯಿಂದ) (559, 535, 656, 547)
masthead-info (172, 413, 539, 520)
black-dot (206, 2151, 215, 2160)
letter-body (178, 705, 533, 860)
drone-headline-1: ಲಾಕ್‌ಡೌನ್ ನಿಯಮ ಉಲ್ಲಂಘಿಸುವವರ (1135, 1602, 1415, 1628)
letter-text: ಮಾನ್ಯರೆ, ಕೊರೊನಾದಿಂದ ಜನರ ಜೀವವನ್ನು ಕಾಪಾಡಲು ವೈದ್ಯರು, ನರ್ಸ್ ಮತ್ತು ಪೊಲೀಸರು, ಮಾಧ್ಯಮ, ಸ್ವಯಂ ಸೇವಕರು ಮಾತ್ರ ಹೋರಾಡುತ್ತಿಲ್ಲ. ಇವರ ಜೊತೆಗೆ ಪೌರಕಾರ್ಮಿಕರೂ ಕೂಡ ಹೋರಾಡುತ್ತಿದ್ದಾರೆ. ಹೀಗಾಗಿ ಅವರು ಕೂಡ ನಿಜವಾದ ಕೊರೊನಾ ವಾರಿಯರ್ಸ್. ನಗರವನ್ನು ಸ್ವಚ್ಛವಾಗಿಟ್ಟು ನಗರವಾಸಿಗಳ ಆರೋಗ್ಯ ಕಾಪಾಡುವ ಪೌರಕಾರ್ಮಿಕರ ಶ್ರಮ ನಿರ್ಣಾಯಕ. ಪೌರಕಾರ್ಮಿಕರು ನಗರದ ಸ್ವಚ್ಛತೆಯ ಜತೆಗೆ ತಮ್ಮ ಆರೋಗ್ಯದ ಬಗ್ಗೆ ಜಾಗೃತಿ ವಹಿಸಬೇಕು ಹಾಗೂ ಅವರಿಗೆ ಅಗತ್ಯವಾದ ಮಾಸ್ಕ್ ಮತ್ತು ಕೈಗವಸುಗಳನ್ನು ನೀಡಬೇಕು. ಕೊರೊನಾ ಸೋಂಕು ಹರಡುವ ಈ ಸಂದರ್ಭದಲ್ಲಿ ಪೌರಕಾರ್ಮಿಕರು ಮನೆ ಮನೆಗಳಿಂದ ಕಸ ಸಂಗ್ರಹಿಸುವಾಗ ಹೆಚ್ಚಿನ ಎಚ್ಚರಿಕೆ ವಹಿಸಬೇಕು. ಅವರಿಗೆ ಸೂಕ್ತ ರಕ್ಷಣಾ ಸಾಧನಗಳನ್ನು ಒದಗಿಸುವುದು ಸಂಬಂಧಪಟ್ಟವರ ಕರ್ತವ್ಯ. ಪೌರಕಾರ್ಮಿಕರ ಆರೋಗ್ಯ ತಪಾಸಣೆಯನ್ನು ಕಾಲಕಾಲಕ್ಕೆ ನಡೆಸಬೇಕು. ಅವರ ಶ್ರಮಕ್ಕೆ ತಕ್ಕ ಗೌರವ ಹಾಗೂ ಪ್ರೋತ್ಸಾಹ ನೀಡಬೇಕು. ನಗರದ ಸ್ವಚ್ಛತೆ ಕಾಪಾಡುವಲ್ಲಿ ಅವರ ಕೊಡುಗೆ ಅಪಾರವಾಗಿದ್ದು, ಎಲ್ಲರೂ ಅವರಿಗೆ ಸಹಕಾರ ನೀಡಬೇಕು. ಮನೆಯ ಕಸವನ್ನು ವಿಂಗಡಿಸಿ ನೀಡುವ ಮೂಲಕ ನಾಗರಿಕರು ಅವರ ಕೆಲಸವನ್ನು ಸುಲಭಗೊಳಿಸಬೇಕು. (178, 705, 533, 860)
humour-text: : "ನೀವು ಬಹಳ ಒಳ್ಳೆಯವರು. ನಿಮ್ಮಂತಹ ಗಂಡ ಸಿಕ್ಕಿದ್ದು ನನ್ನ ಪುಣ್ಯ" (237, 282, 462, 294)
column-header (552, 215, 1461, 343)
letter-text: ಮಾನ್ಯರೆ, ಕೃಷಿ ಸಚಿವ ಬಿ.ಸಿ. ಪಾಟೀಲ್ ಹಾಗೂ ತೋಟಗಾರಿಕಾ ಸಚಿವ ನಾರಾಯಣಗೌಡರು ಕೊರೊನಾ ಸೋಂಕಿನ ನಡುವೆಯೂ ರೈತರು ಕೃಷಿ ಚಟುವಟಿಕೆಯಲ್ಲಿ ತೊಡಗಿಸಿಕೊಳ್ಳಲು ಅನುಮಾನವಿಲ್ಲ ಎಂದು ಘೋಷಿಸಿದ್ದರು. ಆದರೆ ಈ ಘೋಷಣೆ ಜಾರಿಯಾಗುತ್ತಿಲ್ಲ. ಬೆಳೆದ ಬೆಳೆಯನ್ನು ಮಾರುಕಟ್ಟೆಗೆ ಸಾಗಿಸಲು ರೈತರು ಪರದಾಡುತ್ತಿದ್ದಾರೆ. ಹಣ್ಣು ತರಕಾರಿಗಳು ಹೊಲದಲ್ಲೇ ಕೊಳೆಯುತ್ತಿವೆ. ಬೆಲೆ ಇಲ್ಲದೆ ರೈತರು ಕಂಗಾಲಾಗಿದ್ದಾರೆ. ಸರ್ಕಾರ ತಕ್ಷಣ ರೈತರ ನೆರವಿಗೆ ಧಾವಿಸಿ, ಬೆಳೆಗಳಿಗೆ ಬೆಂಬಲ ಬೆಲೆ ನೀಡಿ ಖರೀದಿಸುವ ವ್ಯವಸ್ಥೆ ಮಾಡಬೇಕು. ಸಚಿವರ ಘೋಷಣೆ ಕೇವಲ ಮಾತಿಗೆ ಸೀಮಿತವಾಗಬಾರದು. ಅಧಿಕಾರಿಗಳು ಸಚಿವರ ಆದೇಶವನ್ನು ಪಾಲಿಸಿ ರೈತರಿಗೆ ನೆರವಾಗಬೇಕು. ರೈತರು ಬೆಳೆದ ಬೆಳೆಗೆ ಸೂಕ್ತ ಬೆಲೆ ದೊರೆಯುವಂತೆ ಮಾಡಬೇಕು. (178, 911, 533, 1009)
letter-title: ರೇಷನ್‌ಕಾರ್ಡ್ ಇಲ್ಲದವರಿಗೆ ಇನ್ನೂ ಆಹಾರಧಾನ್ಯ ನೀಡಿಲ್ಲ (180, 1313, 531, 1336)
letter-body (178, 1340, 533, 1424)
imprint: Printed by T.S. Gopinath, Published by M. Govinde Gowda on behalf of Academy Newspapers Private Limited, 15-C Industrial 'A' Layout, Bannimantap, Mysore-570 015 and Printed at Academy Newspapers Private Limited, 15-C Industrial 'A' Layout, Bannimantap, Mysore-570 015 and Published at Academy Newspapers Private Limited, 15-C Industrial 'A' Layout, Bannimantap, Mysore-570 015, Editor: M. Govinde Gowda Ph: 2496520 / 2496521 / 2496526 / 2496527 / 2496528. Fax: 0821-2496525. City Offices: Visveswaraya Building, III Floor, K.R. Circle, Mysore-570 001, Ph: 2431774 and No. 114, D. Devaraj Urs Road (Opposite Big Bus), Mysore-570 001. Ph: 2428695. RNI Reg. No. 36581 / 1980 E-mail address: mysoorumithra@gmail.com For advertisements: mysoorumithra@gmail.com (172, 2079, 1461, 2133)
headline-1: ಛತ್ರಪತಿ ಶಿವಾಜಿ ಮಹಾರಾಜರನ್ನು ನೆನೆಯುತ್ತಾ–9 (638, 350, 1375, 404)
drone-headline-2: ಮೇಲೆ ಡ್ರೋಣ್ ಹದ್ದಿನ ಕಣ್ಣು (1171, 1631, 1379, 1657)
letter-signature: —ಕೆ.ಎಂ.ಜಯರಾಮಯ್ಯ, ಟಿ.ಕೆ.ಬಡಾವಣೆ, ಮೈಸೂರು, ತಾ.11.04.2020 (269, 1426, 533, 1439)
story-divider (1081, 1600, 1083, 2050)
letter-item (178, 883, 533, 1024)
shivaji-illustration (770, 533, 1265, 1092)
headline-2: ಔರಂಗಜೇಬ ನೀಡಿದ ಆಹ್ವಾನವನ್ನು ಸ್ವೀಕರಿಸಿ (754, 418, 1259, 461)
column-text-2 (770, 1100, 1013, 1585)
humour-speaker: ಗಂಡ (187, 302, 204, 314)
